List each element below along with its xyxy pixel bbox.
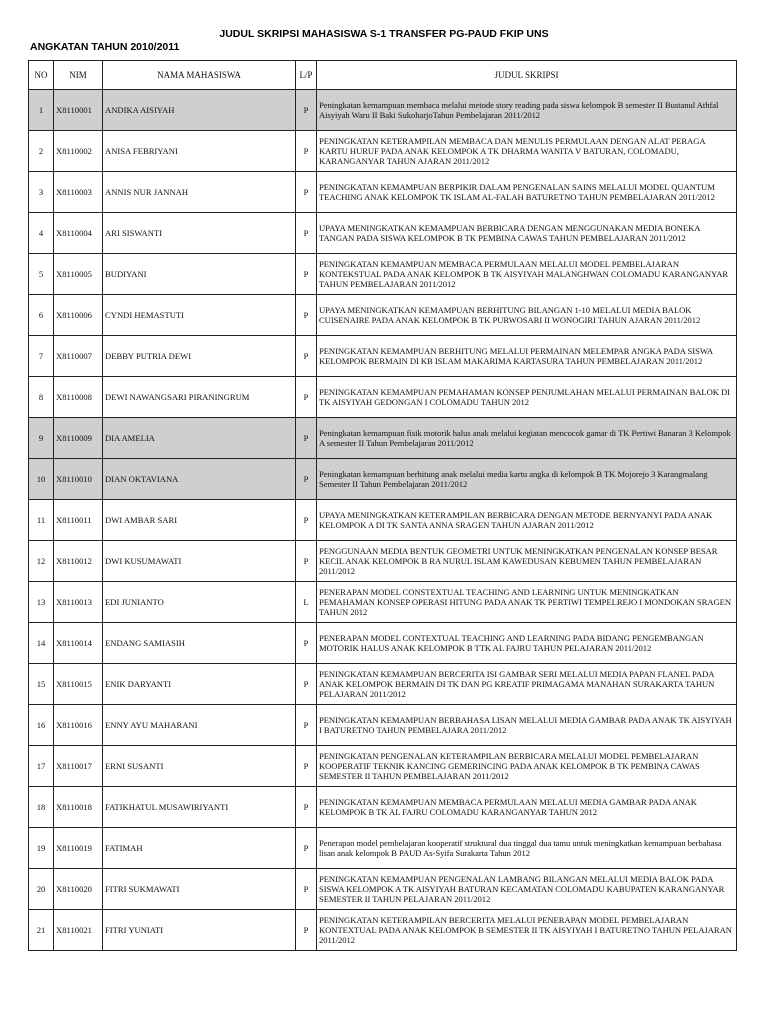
column-header-judul: JUDUL SKRIPSI — [317, 61, 737, 90]
thesis-table — [28, 60, 737, 951]
table-body — [29, 90, 737, 951]
row-number: 14 — [29, 623, 54, 664]
student-nim: X8110012 — [54, 541, 103, 582]
student-gender: P — [296, 131, 317, 172]
table-row — [29, 131, 737, 172]
student-gender: P — [296, 459, 317, 500]
student-nim: X8110007 — [54, 336, 103, 377]
row-number: 10 — [29, 459, 54, 500]
student-name: ENIK DARYANTI — [103, 664, 296, 705]
student-gender: P — [296, 213, 317, 254]
student-gender: P — [296, 869, 317, 910]
student-gender: P — [296, 500, 317, 541]
student-nim: X8110009 — [54, 418, 103, 459]
student-name: DIAN OKTAVIANA — [103, 459, 296, 500]
thesis-title: PENINGKATAN KEMAMPUAN PEMAHAMAN KONSEP PENJUMLAHAN MELALUI PERMAINAN BALOK DI TK AISYIYAH GEDONGAN I COLOMADU TAHUN 2012 — [317, 377, 737, 418]
student-nim: X8110017 — [54, 746, 103, 787]
student-nim: X8110011 — [54, 500, 103, 541]
student-name: DIA AMELIA — [103, 418, 296, 459]
thesis-title: PENINGKATAN KETERAMPILAN MEMBACA DAN MENULIS PERMULAAN DENGAN ALAT PERAGA KARTU HURUF PADA ANAK KELOMPOK A TK DHARMA WANITA V BATURAN, COLOMADU, KARANGANYAR TAHUN AJARAN 2011/2012 — [317, 131, 737, 172]
column-header-nim: NIM — [54, 61, 103, 90]
student-nim: X8110004 — [54, 213, 103, 254]
row-number: 3 — [29, 172, 54, 213]
student-nim: X8110008 — [54, 377, 103, 418]
student-name: FITRI SUKMAWATI — [103, 869, 296, 910]
student-name: FATIMAH — [103, 828, 296, 869]
student-gender: P — [296, 664, 317, 705]
student-nim: X8110019 — [54, 828, 103, 869]
student-name: CYNDI HEMASTUTI — [103, 295, 296, 336]
row-number: 5 — [29, 254, 54, 295]
row-number: 7 — [29, 336, 54, 377]
row-number: 6 — [29, 295, 54, 336]
thesis-title: PENINGKATAN KETERAMPILAN BERCERITA MELALUI PENERAPAN MODEL PEMBELAJARAN KONTEXTUAL PADA ANAK KELOMPOK B SEMESTER II TK AISYIYAH I BATURETNO TAHUN PELAJARAN 2011/2012 — [317, 910, 737, 951]
table-row — [29, 213, 737, 254]
student-gender: P — [296, 295, 317, 336]
thesis-title: PENINGKATAN KEMAMPUAN PENGENALAN LAMBANG BILANGAN MELALUI MEDIA BALOK PADA SISWA KELOMPOK A TK AISYIYAH BATURAN KECAMATAN COLOMADU KABUPATEN KARANGANYAR SEMESTER II TAHUN PELAJARAN 2011/2012 — [317, 869, 737, 910]
table-row — [29, 828, 737, 869]
student-nim: X8110010 — [54, 459, 103, 500]
student-nim: X8110018 — [54, 787, 103, 828]
thesis-title: PENERAPAN MODEL CONSTEXTUAL TEACHING AND LEARNING UNTUK MENINGKATKAN PEMAHAMAN KONSEP OPERASI HITUNG PADA ANAK TK PERTIWI TEMPELREJO I MONDOKAN SRAGEN TAHUN 2012 — [317, 582, 737, 623]
table-row — [29, 377, 737, 418]
column-header-no: NO — [29, 61, 54, 90]
thesis-title: PENINGKATAN KEMAMPUAN MEMBACA PERMULAAN MELALUI MEDIA GAMBAR PADA ANAK KELOMPOK B TK AL FAJRU COLOMADU KARANGANYAR TAHUN 2012 — [317, 787, 737, 828]
student-gender: P — [296, 254, 317, 295]
student-name: EDI JUNIANTO — [103, 582, 296, 623]
thesis-title: UPAYA MENINGKATKAN KETERAMPILAN BERBICARA DENGAN METODE BERNYANYI PADA ANAK KELOMPOK A DI TK SANTA ANNA SRAGEN TAHUN AJARAN 2011/2012 — [317, 500, 737, 541]
student-name: ARI SISWANTI — [103, 213, 296, 254]
student-name: ANISA FEBRIYANI — [103, 131, 296, 172]
student-nim: X8110015 — [54, 664, 103, 705]
row-number: 11 — [29, 500, 54, 541]
student-gender: P — [296, 418, 317, 459]
student-nim: X8110016 — [54, 705, 103, 746]
thesis-title: PENGGUNAAN MEDIA BENTUK GEOMETRI UNTUK MENINGKATKAN PENGENALAN KONSEP BESAR KECIL ANAK KELOMPOK B RA NURUL ISLAM KAWEDUSAN KEBUMEN TAHUN PEMBELAJARAN 2011/2012 — [317, 541, 737, 582]
thesis-title: PENINGKATAN KEMAMPUAN BERHITUNG MELALUI PERMAINAN MELEMPAR ANGKA PADA SISWA KELOMPOK BERMAIN DI KB ISLAM MAKARIMA KARTASURA TAHUN PEMBELAJARAN 2011/2012 — [317, 336, 737, 377]
thesis-title: PENINGKATAN KEMAMPUAN BERCERITA ISI GAMBAR SERI MELALUI MEDIA PAPAN FLANEL PADA ANAK KELOMPOK BERMAIN DI TK DAN PG KREATIF PRIMAGAMA MANAHAN SURAKARTA TAHUN PELAJARAN 2011/2012 — [317, 664, 737, 705]
student-nim: X8110006 — [54, 295, 103, 336]
table-row — [29, 746, 737, 787]
table-row — [29, 418, 737, 459]
student-gender: P — [296, 910, 317, 951]
student-nim: X8110003 — [54, 172, 103, 213]
student-name: DWI KUSUMAWATI — [103, 541, 296, 582]
table-row — [29, 500, 737, 541]
student-name: BUDIYANI — [103, 254, 296, 295]
row-number: 15 — [29, 664, 54, 705]
student-name: FITRI YUNIATI — [103, 910, 296, 951]
thesis-title: Peningkatan kemampuan membaca melalui metode story reading pada siswa kelompok B semester II Bustanul Athfal Aisyiyah Waru II Baki SukoharjoTahun Pembelajaran 2011/2012 — [317, 90, 737, 131]
student-gender: P — [296, 705, 317, 746]
student-gender: P — [296, 377, 317, 418]
table-row — [29, 541, 737, 582]
student-nim: X8110014 — [54, 623, 103, 664]
thesis-title: UPAYA MENINGKATKAN KEMAMPUAN BERHITUNG BILANGAN 1-10 MELALUI MEDIA BALOK CUISENAIRE PADA ANAK KELOMPOK B TK PURWOSARI II WONOGIRI TAHUN AJARAN 2011/2012 — [317, 295, 737, 336]
student-name: DEWI NAWANGSARI PIRANINGRUM — [103, 377, 296, 418]
row-number: 8 — [29, 377, 54, 418]
student-gender: P — [296, 336, 317, 377]
student-name: ANDIKA AISIYAH — [103, 90, 296, 131]
student-gender: P — [296, 90, 317, 131]
table-row — [29, 869, 737, 910]
student-name: ANNIS NUR JANNAH — [103, 172, 296, 213]
student-gender: L — [296, 582, 317, 623]
row-number: 20 — [29, 869, 54, 910]
student-nim: X8110020 — [54, 869, 103, 910]
student-nim: X8110001 — [54, 90, 103, 131]
row-number: 2 — [29, 131, 54, 172]
student-name: ERNI SUSANTI — [103, 746, 296, 787]
student-name: ENNY AYU MAHARANI — [103, 705, 296, 746]
table-row — [29, 787, 737, 828]
row-number: 17 — [29, 746, 54, 787]
student-nim: X8110002 — [54, 131, 103, 172]
table-row — [29, 172, 737, 213]
row-number: 16 — [29, 705, 54, 746]
thesis-title: Peningkatan kemampuan fisik motorik halus anak melalui kegiatan mencocok gamar di TK Pertiwi Banaran 3 Kelompok A semester II Tahun Pembelajaran 2011/2012 — [317, 418, 737, 459]
table-row — [29, 295, 737, 336]
student-nim: X8110021 — [54, 910, 103, 951]
row-number: 13 — [29, 582, 54, 623]
student-nim: X8110013 — [54, 582, 103, 623]
thesis-title: PENINGKATAN KEMAMPUAN BERPIKIR DALAM PENGENALAN SAINS MELALUI MODEL QUANTUM TEACHING ANAK KELOMPOK TK ISLAM AL-FALAH BATURETNO TAHUN PEMBELAJARAN 2011/2012 — [317, 172, 737, 213]
student-gender: P — [296, 746, 317, 787]
table-row — [29, 582, 737, 623]
student-gender: P — [296, 787, 317, 828]
row-number: 9 — [29, 418, 54, 459]
column-header-lp: L/P — [296, 61, 317, 90]
row-number: 12 — [29, 541, 54, 582]
table-row — [29, 705, 737, 746]
thesis-title: Peningkatan kemampuan berhitung anak melalui media kartu angka di kelompok B TK Mojorejo 3 Karangmalang Semester II Tahun Pembelajaran 2011/2012 — [317, 459, 737, 500]
table-header-row — [29, 61, 737, 90]
row-number: 19 — [29, 828, 54, 869]
table-row — [29, 90, 737, 131]
student-gender: P — [296, 623, 317, 664]
column-header-nama: NAMA MAHASISWA — [103, 61, 296, 90]
table-row — [29, 910, 737, 951]
table-row — [29, 459, 737, 500]
student-name: DWI AMBAR SARI — [103, 500, 296, 541]
student-gender: P — [296, 172, 317, 213]
row-number: 21 — [29, 910, 54, 951]
table-row — [29, 254, 737, 295]
thesis-title: UPAYA MENINGKATKAN KEMAMPUAN BERBICARA DENGAN MENGGUNAKAN MEDIA BONEKA TANGAN PADA SISWA KELOMPOK B TK PEMBINA CAWAS TAHUN PEMBELAJARAN 2011/2012 — [317, 213, 737, 254]
thesis-title: PENINGKATAN KEMAMPUAN BERBAHASA LISAN MELALUI MEDIA GAMBAR PADA ANAK TK AISYIYAH I BATURETNO TAHUN PEMBELAJARA 2011/2012 — [317, 705, 737, 746]
student-name: DEBBY PUTRIA DEWI — [103, 336, 296, 377]
thesis-title: PENINGKATAN PENGENALAN KETERAMPILAN BERBICARA MELALUI MODEL PEMBELAJARAN KOOPERATIF TEKNIK KANCING GEMERINCING PADA ANAK KELOMPOK B TK PEMBINA CAWAS SEMESTER II TAHUN PEMBELAJARAN 2011/2012 — [317, 746, 737, 787]
student-name: ENDANG SAMIASIH — [103, 623, 296, 664]
cohort-year-label: ANGKATAN TAHUN 2010/2011 — [30, 41, 180, 53]
student-gender: P — [296, 828, 317, 869]
student-gender: P — [296, 541, 317, 582]
row-number: 1 — [29, 90, 54, 131]
table-row — [29, 664, 737, 705]
table-row — [29, 336, 737, 377]
thesis-title: PENERAPAN MODEL CONTEXTUAL TEACHING AND LEARNING PADA BIDANG PENGEMBANGAN MOTORIK HALUS ANAK KELOMPOK B TTK AL FAJRU TAHUN PELAJARAN 2011/2012 — [317, 623, 737, 664]
row-number: 18 — [29, 787, 54, 828]
row-number: 4 — [29, 213, 54, 254]
student-name: FATIKHATUL MUSAWIRIYANTI — [103, 787, 296, 828]
thesis-title: Penerapan model pembelajaran kooperatif struktural dua tinggal dua tamu untuk meningkatkan kemampuan berbahasa lisan anak kelompok B PAUD As-Syifa Surakarta Tahun 2012 — [317, 828, 737, 869]
thesis-title: PENINGKATAN KEMAMPUAN MEMBACA PERMULAAN MELALUI MODEL PEMBELAJARAN KONTEKSTUAL PADA ANAK KELOMPOK B TK AISYIYAH MALANGHWAN COLOMADU KARANGANYAR TAHUN PEMBELAJARAN 2011/2012 — [317, 254, 737, 295]
table-row — [29, 623, 737, 664]
page-title: JUDUL SKRIPSI MAHASISWA S-1 TRANSFER PG-PAUD FKIP UNS — [219, 28, 549, 40]
student-nim: X8110005 — [54, 254, 103, 295]
